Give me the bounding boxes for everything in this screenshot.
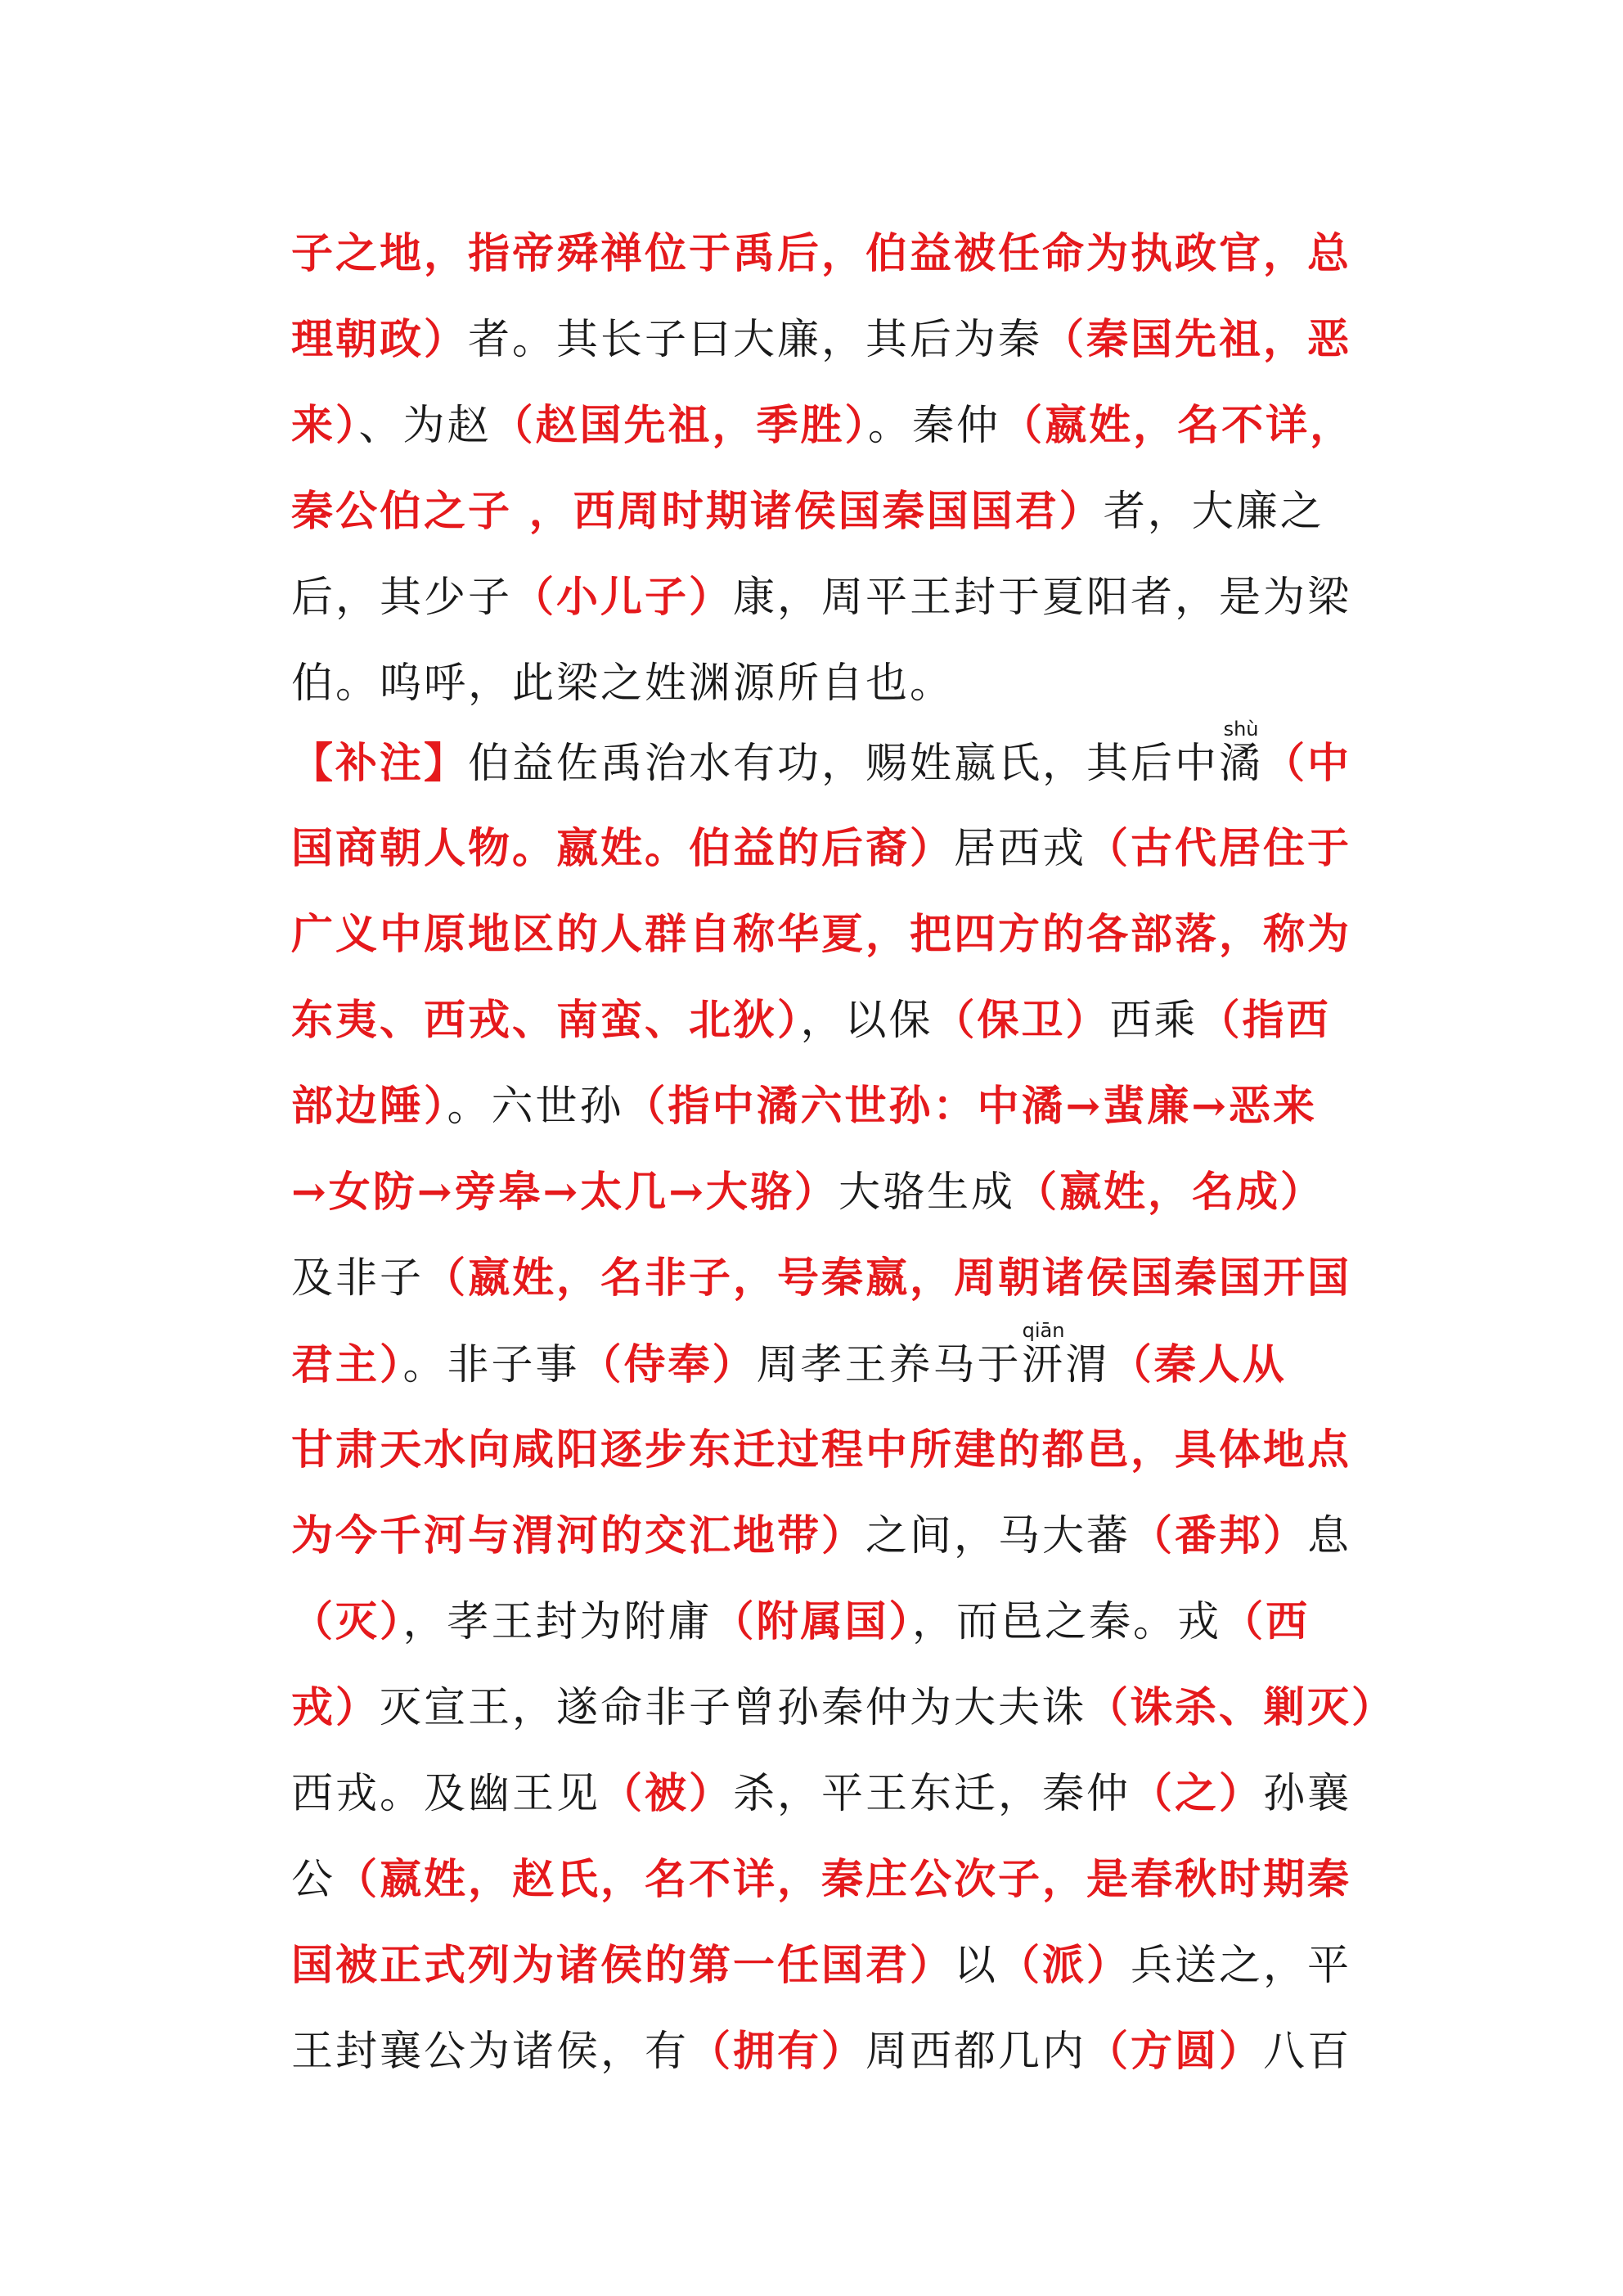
- annotation-text: 【补注】: [291, 739, 469, 788]
- body-text: 居西戎: [954, 825, 1087, 873]
- annotation-text: 国商朝人物。嬴姓。伯益的后裔）: [291, 824, 955, 873]
- body-text: 西戎。及幽王见: [291, 1770, 601, 1818]
- annotation-text: （嬴姓，名不详，: [1000, 401, 1355, 450]
- annotation-text: （派）: [998, 1941, 1131, 1990]
- body-text: 及非子: [291, 1254, 425, 1303]
- annotation-text: （西: [1221, 1597, 1311, 1646]
- body-text: 者，大廉之: [1103, 488, 1324, 536]
- text-line: [291, 555, 1387, 641]
- text-line: [291, 1493, 1387, 1579]
- annotation-text: 广义中原地区的人群自称华夏，把四方的各部落，称为: [291, 910, 1352, 959]
- body-text: 息: [1307, 1512, 1352, 1560]
- body-text: 者。其长子曰大廉，其后为秦: [468, 316, 1043, 364]
- body-text: ，以保: [800, 997, 933, 1045]
- body-text: 康，周平王封于夏阳者，是为梁: [733, 574, 1352, 622]
- body-text: 兵送之，平: [1131, 1942, 1352, 1990]
- body-text: 公: [291, 1856, 336, 1904]
- pinyin-annotation: qiān: [1021, 1319, 1066, 1342]
- body-text: 之间，马大蕃: [865, 1512, 1131, 1560]
- annotation-text: （之）: [1131, 1769, 1264, 1818]
- body-text: 后，其少子: [291, 574, 513, 622]
- annotation-text: （保卫）: [933, 996, 1110, 1045]
- annotation-text: （附属国）: [712, 1597, 913, 1646]
- text-line: [291, 1064, 1387, 1150]
- text-line: [291, 1837, 1387, 1923]
- annotation-text: 理朝政）: [291, 315, 469, 364]
- annotation-text: 为今千河与渭河的交汇地带）: [291, 1511, 866, 1560]
- text-line: [291, 1150, 1387, 1236]
- body-text: 以: [954, 1942, 999, 1990]
- annotation-text: （赵国先祖，季胜）: [491, 401, 869, 450]
- body-text: 。秦仲: [868, 402, 1001, 450]
- text-line: [291, 1579, 1387, 1665]
- body-text: 大骆生成: [838, 1168, 1015, 1217]
- text-line: [291, 469, 1387, 555]
- body-text: 灭宣王，遂命非子曾孙秦仲为大夫诛: [380, 1684, 1087, 1732]
- ruby-base: 潏: [1219, 740, 1264, 788]
- body-text: 周西都几内: [865, 2028, 1087, 2076]
- annotation-text: 甘肃天水向咸阳逐步东迁过程中所建的都邑，具体地点: [291, 1425, 1352, 1474]
- annotation-text: 东夷、西戎、南蛮、北狄）: [291, 996, 801, 1045]
- annotation-text: 戎）: [291, 1683, 380, 1732]
- text-line: [291, 892, 1387, 978]
- annotation-text: 子之地，指帝舜禅位于禹后，伯益被任命为执政官，总: [291, 229, 1352, 278]
- body-text: 伯益佐禹治水有功，赐姓嬴氏，其后中: [468, 740, 1220, 788]
- annotation-text: （指中潏六世孙：中潏→蜚廉→恶来: [623, 1082, 1317, 1131]
- annotation-text: （秦人从: [1109, 1340, 1287, 1389]
- annotation-text: （侍奉）: [579, 1340, 757, 1389]
- text-line: [291, 1751, 1387, 1837]
- paragraph-origin: [291, 211, 1387, 727]
- text-line: [291, 1923, 1387, 2009]
- paragraph-annotation: [291, 718, 1396, 2095]
- body-text: 渭: [1065, 1341, 1110, 1389]
- annotation-text: （小儿子）: [512, 573, 734, 622]
- annotation-text: 部边陲）: [291, 1082, 447, 1131]
- text-line: [291, 641, 1387, 727]
- text-line: [291, 978, 1387, 1064]
- annotation-text: 君主）: [291, 1340, 403, 1389]
- body-text: 伯。呜呼，此梁之姓渊源所自也。: [291, 660, 955, 708]
- ruby-base: 汧: [1021, 1341, 1066, 1389]
- body-text: 。六世孙: [447, 1083, 624, 1131]
- text-line: [291, 383, 1387, 469]
- text-line: [291, 1321, 1387, 1407]
- body-text: 王封襄公为诸侯，有: [291, 2028, 690, 2076]
- body-text: 杀，平王东迁，秦仲: [733, 1770, 1131, 1818]
- body-text: 。非子事: [402, 1341, 580, 1389]
- annotation-text: 国被正式列为诸侯的第一任国君）: [291, 1941, 955, 1990]
- annotation-text: （方圆）: [1086, 2027, 1264, 2076]
- annotation-text: （拥有）: [689, 2027, 866, 2076]
- body-text: ，而邑之秦。戎: [912, 1598, 1222, 1646]
- annotation-text: （嬴姓，名非子，号秦嬴，周朝诸侯国秦国开国: [424, 1254, 1352, 1303]
- annotation-text: （秦国先祖，恶: [1042, 315, 1352, 364]
- annotation-text: （中: [1263, 739, 1352, 788]
- annotation-text: （指西: [1198, 996, 1331, 1045]
- text-line: [291, 1236, 1387, 1321]
- body-text: ，孝王封为附庸: [402, 1598, 713, 1646]
- annotation-text: 来）: [291, 401, 359, 450]
- body-text: 孙襄: [1263, 1770, 1352, 1818]
- text-line: [291, 720, 1387, 806]
- text-line: [291, 1665, 1396, 1751]
- text-line: [291, 211, 1387, 297]
- text-line: [291, 806, 1387, 892]
- body-text: 周孝王养马于: [756, 1341, 1022, 1389]
- annotation-text: →女防→旁皋→太几→大骆）: [291, 1168, 838, 1217]
- body-text: 八百: [1263, 2028, 1352, 2076]
- annotation-text: 秦公伯之子 ，西周时期诸侯国秦国国君）: [291, 487, 1104, 536]
- text-line: [291, 297, 1387, 383]
- annotation-text: （灭）: [291, 1597, 403, 1646]
- body-text: 西乘: [1109, 997, 1198, 1045]
- annotation-text: （嬴姓，赵氏，名不详，秦庄公次子，是春秋时期秦: [335, 1855, 1352, 1904]
- annotation-text: （古代居住于: [1086, 824, 1352, 873]
- ruby-character: [1021, 1319, 1066, 1389]
- annotation-text: （诛杀、剿灭）: [1086, 1683, 1396, 1732]
- body-text: 、为赵: [358, 402, 492, 450]
- annotation-text: （番邦）: [1131, 1511, 1308, 1560]
- text-line: [291, 2009, 1387, 2095]
- ruby-character: [1219, 718, 1264, 788]
- pinyin-annotation: shù: [1219, 718, 1264, 741]
- text-line: [291, 1407, 1387, 1493]
- annotation-text: （嬴姓，名成）: [1014, 1168, 1324, 1217]
- annotation-text: （被）: [600, 1769, 734, 1818]
